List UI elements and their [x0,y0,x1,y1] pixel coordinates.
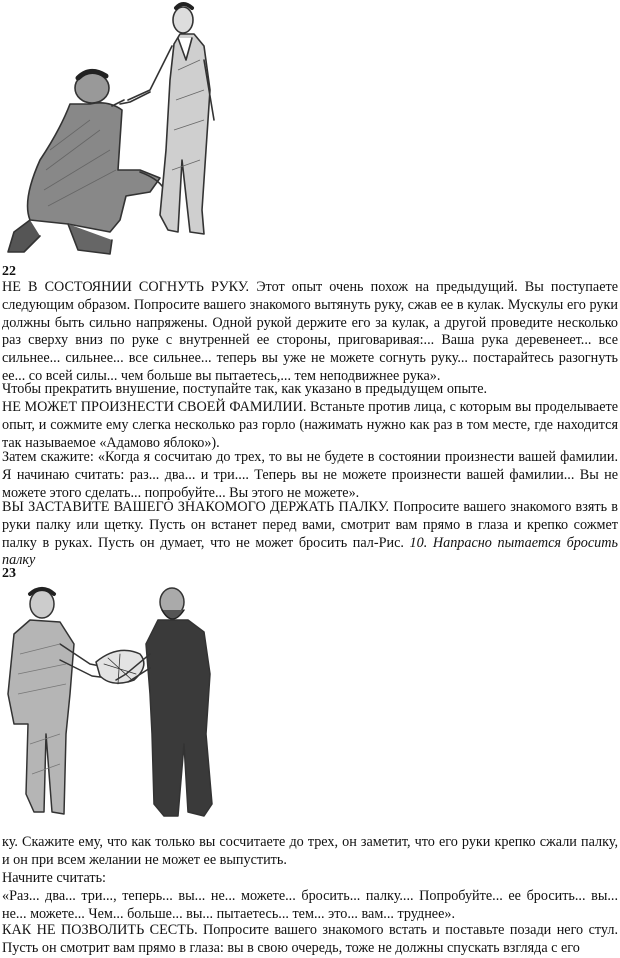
figure-caption: 10. Напрасно пытается бросить палку [2,534,618,569]
illustration-holding-stick [0,584,230,824]
figure-number-23: 23 [2,566,16,581]
stick-text: ВЫ ЗАСТАВИТЕ ВАШЕГО ЗНАКОМОГО ДЕРЖАТЬ ПАЛКУ. Попросите вашего знакомого взять в руки палку или щетку. Пусть он встанет перед вами, смотрит вам прямо в глаза и крепко сожмет палку в руках. Пусть он думает, что не может бросить пал-Рис. [2,499,618,551]
paragraph-stick [2,499,618,570]
paragraph-sit: КАК НЕ ПОЗВОЛИТЬ СЕСТЬ. Попросите вашего знакомого встать и поставьте позади него стул. Пусть он смотрит вам прямо в глаза: вы в свою очередь, тоже не должны спускать взгляда с его [2,922,618,956]
paragraph-bend-arm: НЕ В СОСТОЯНИИ СОГНУТЬ РУКУ. Этот опыт очень похож на предыдущий. Вы поступаете следующим образом. Попросите вашего знакомого вытянуть руку, сжав ее в кулак. Мускулы его руки должны быть сильно напряжены. Одной рукой держите его за кулак, а другой проведите несколько раз сверху вниз по руке с внутренней ее стороны, приговаривая:... Ваша рука деревенеет... все сильнее... сильнее... все сильнее... теперь вы уже не можете согнуть руку... постарайтесь разогнуть ее... со всей силы... чем больше вы пытаетесь,... тем неподвижнее рука». [2,279,618,384]
illustration-kneeling-man [0,0,230,262]
paragraph-stick-cont: ку. Скажите ему, что как только вы сосчитаете до трех, он заметит, что его руки крепко сжали палку, и он при всем желании не может ее выпустить. [2,834,618,868]
paragraph-stop-suggestion: Чтобы прекратить внушение, поступайте так, как указано в предыдущем опыте. [2,381,488,397]
paragraph-count-stick: «Раз... два... три..., теперь... вы... не... можете... бросить... палку.... Попробуйте... ее бросить... вы... не... можете... Чем... больше... вы... пытаетесь... тем... это... вам... труднее». [2,888,618,922]
paragraph-start-count: Начните считать: [2,870,106,886]
paragraph-count-surname: Затем скажите: «Когда я сосчитаю до трех, то вы не будете в состоянии произнести вашей фамилии. Я начинаю считать: раз... два... и три.... Теперь вы не можете произнести вашей фамилии... Вы не можете этого сделать... попробуйте... Вы этого не можете». [2,449,618,501]
paragraph-surname: НЕ МОЖЕТ ПРОИЗНЕСТИ СВОЕЙ ФАМИЛИИ. Встаньте против лица, с которым вы проделываете опыт, и сожмите ему слегка несколько раз горло (нажимать нужно как раз в том месте, где находится так называемое «Адамово яблоко»). [2,399,618,451]
figure-number-22: 22 [2,264,16,279]
